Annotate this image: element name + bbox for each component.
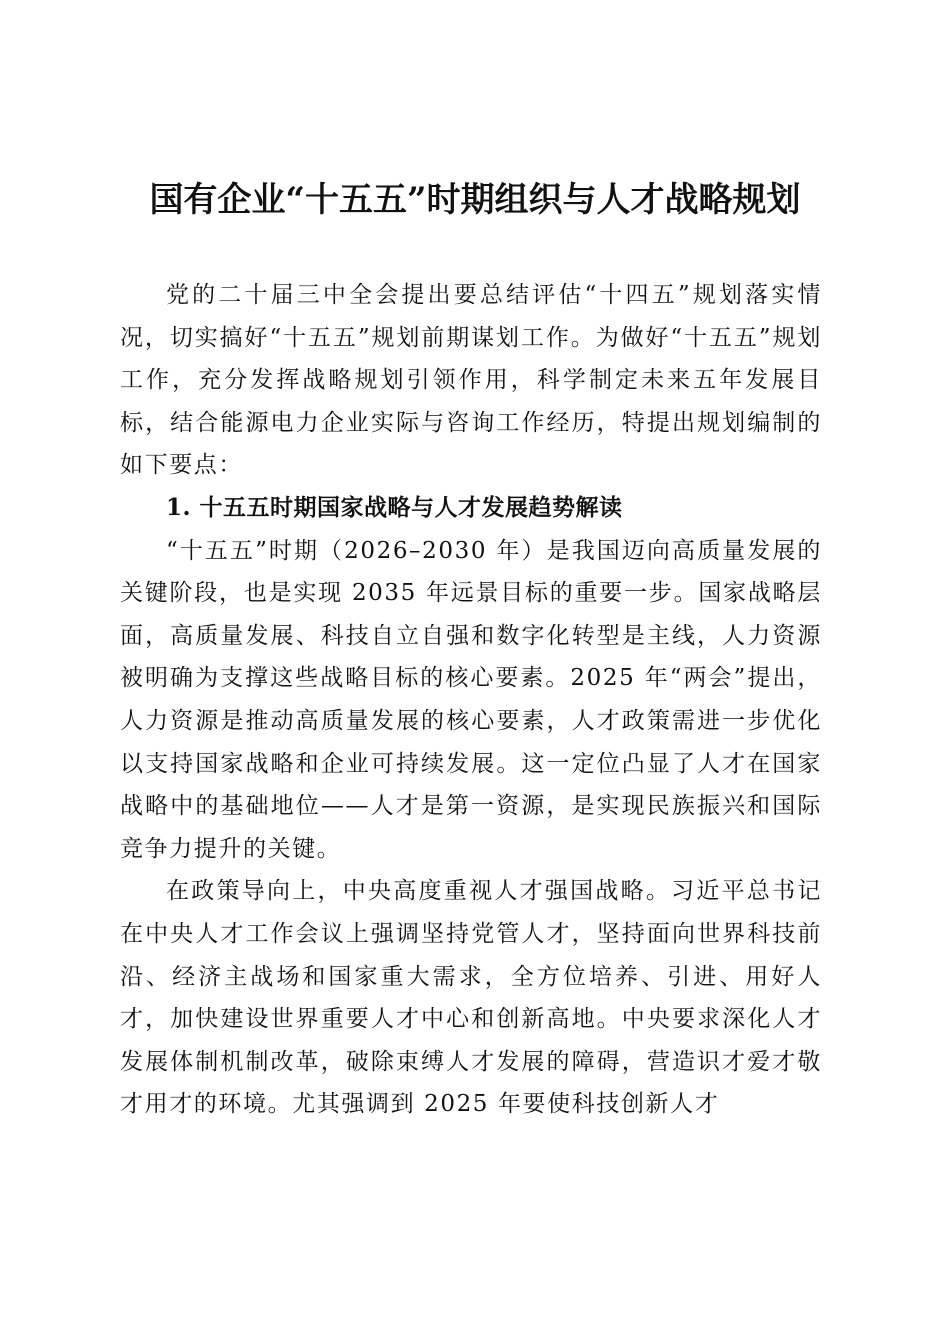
document-body: [120, 274, 822, 1126]
section-1-paragraph-1: “十五五”时期（2026–2030 年）是我国迈向高质量发展的关键阶段，也是实现 2035 年远景目标的重要一步。国家战略层面，高质量发展、科技自立自强和数字化转型是主线，人力资源被明确为支撑这些战略目标的核心要素。2025 年“两会”提出，人力资源是推动高质量发展的核心要素，人才政策需进一步优化以支持国家战略和企业可持续发展。这一定位凸显了人才在国家战略中的基础地位——人才是第一资源，是实现民族振兴和国际竞争力提升的关键。: [120, 537, 822, 862]
document-title: 国有企业“十五五”时期组织与人才战略规划: [149, 180, 801, 220]
section-1-paragraph-2: 在政策导向上，中央高度重视人才强国战略。习近平总书记在中央人才工作会议上强调坚持党管人才，坚持面向世界科技前沿、经济主战场和国家重大需求，全方位培养、引进、用好人才，加快建设世界重要人才中心和创新高地。中央要求深化人才发展体制机制改革，破除束缚人才发展的障碍，营造识才爱才敬才用才的环境。尤其强调到 2025 年要使科技创新人才: [120, 878, 822, 1118]
intro-paragraph: 党的二十届三中全会提出要总结评估“十四五”规划落实情况，切实搞好“十五五”规划前期谋划工作。为做好“十五五”规划工作，充分发挥战略规划引领作用，科学制定未来五年发展目标，结合能源电力企业实际与咨询工作经历，特提出规划编制的如下要点：: [120, 282, 822, 479]
section-heading-1: 1. 十五五时期国家战略与人才发展趋势解读: [166, 493, 623, 521]
